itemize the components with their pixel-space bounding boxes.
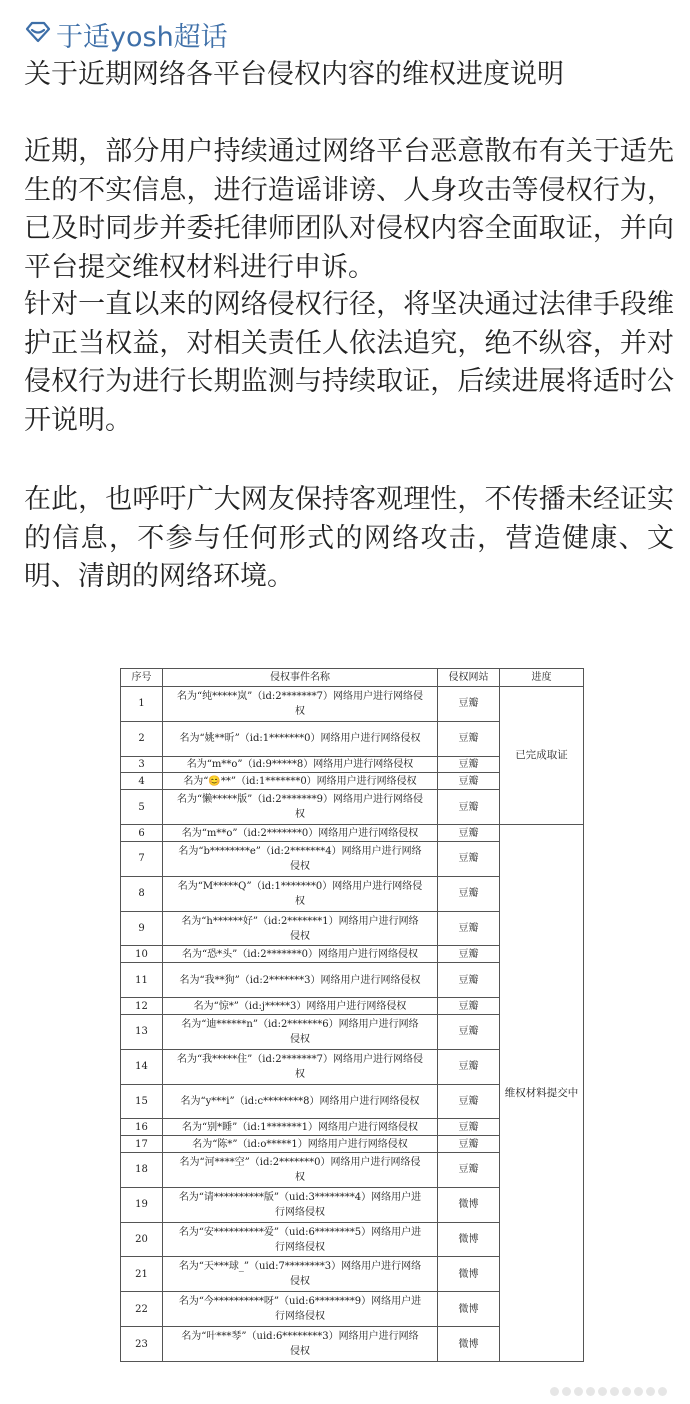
row-site: 豆瓣 — [438, 790, 500, 825]
row-site: 豆瓣 — [438, 1049, 500, 1084]
row-site: 豆瓣 — [438, 1153, 500, 1188]
row-event: 名为“y***i”（id:c********8）网络用户进行网络侵权 — [163, 1084, 438, 1119]
row-no: 1 — [121, 687, 163, 722]
row-site: 豆瓣 — [438, 773, 500, 790]
row-no: 5 — [121, 790, 163, 825]
row-event: 名为“h******好”（id:2*******1）网络用户进行网络侵权 — [163, 911, 438, 946]
row-site: 豆瓣 — [438, 911, 500, 946]
post-title: 关于近期网络各平台侵权内容的维权进度说明 — [24, 59, 564, 90]
row-no: 23 — [121, 1327, 163, 1362]
super-topic-link[interactable] — [24, 14, 228, 54]
row-site: 微博 — [438, 1222, 500, 1257]
row-event: 名为“m**o”（id:9*****8）网络用户进行网络侵权 — [163, 756, 438, 773]
row-no: 21 — [121, 1257, 163, 1292]
row-event: 名为“今**********呀”（uid:6********9）网络用户进行网络侵权 — [163, 1292, 438, 1327]
row-event: 名为“惊*”（id:j*****3）网络用户进行网络侵权 — [163, 998, 438, 1015]
row-site: 豆瓣 — [438, 1014, 500, 1049]
row-site: 微博 — [438, 1257, 500, 1292]
row-site: 豆瓣 — [438, 842, 500, 877]
row-site: 微博 — [438, 1187, 500, 1222]
post-paragraph-3: 在此，也呼吁广大网友保持客观理性，不传播未经证实的信息，不参与任何形式的网络攻击，营造健康、文明、清朗的网络环境。 — [24, 484, 674, 592]
table-row — [121, 687, 584, 722]
row-no: 8 — [121, 876, 163, 911]
row-site: 豆瓣 — [438, 756, 500, 773]
row-event: 名为“迪******n”（id:2*******6）网络用户进行网络侵权 — [163, 1014, 438, 1049]
table-row — [121, 825, 584, 842]
row-event: 名为“叶***琴”（uid:6********3）网络用户进行网络侵权 — [163, 1327, 438, 1362]
row-no: 19 — [121, 1187, 163, 1222]
row-event: 名为“别*睡”（id:1*******1）网络用户进行网络侵权 — [163, 1119, 438, 1136]
row-site: 豆瓣 — [438, 946, 500, 963]
status-pending: 维权材料提交中 — [500, 825, 584, 1362]
header-progress: 进度 — [500, 669, 584, 687]
row-no: 6 — [121, 825, 163, 842]
row-no: 12 — [121, 998, 163, 1015]
row-event: 名为“河****空”（id:2*******0）网络用户进行网络侵权 — [163, 1153, 438, 1188]
super-topic-name: 于适yosh超话 — [56, 21, 228, 53]
row-site: 微博 — [438, 1292, 500, 1327]
row-event: 名为“请**********版”（uid:3********4）网络用户进行网络侵权 — [163, 1187, 438, 1222]
row-no: 11 — [121, 963, 163, 998]
post-paragraph-2: 针对一直以来的网络侵权行径，将坚决通过法律手段维护正当权益，对相关责任人依法追究，绝不纵容，并对侵权行为进行长期监测与持续取证，后续进展将适时公开说明。 — [24, 289, 674, 436]
table-header-row — [121, 669, 584, 687]
row-site: 豆瓣 — [438, 687, 500, 722]
row-no: 2 — [121, 721, 163, 756]
super-topic-diamond-icon — [24, 17, 52, 52]
row-site: 豆瓣 — [438, 1119, 500, 1136]
row-site: 豆瓣 — [438, 1136, 500, 1153]
row-site: 豆瓣 — [438, 1084, 500, 1119]
row-event: 名为“😊**”（id:1*******0）网络用户进行网络侵权 — [163, 773, 438, 790]
row-site: 豆瓣 — [438, 998, 500, 1015]
row-event: 名为“恐*头”（id:2*******0）网络用户进行网络侵权 — [163, 946, 438, 963]
status-done: 已完成取证 — [500, 687, 584, 825]
row-site: 豆瓣 — [438, 963, 500, 998]
row-no: 4 — [121, 773, 163, 790]
row-no: 16 — [121, 1119, 163, 1136]
post-paragraph-1: 近期，部分用户持续通过网络平台恶意散布有关于适先生的不实信息，进行造谣诽谤、人身攻击等侵权行为，已及时同步并委托律师团队对侵权内容全面取证，并向平台提交维权材料进行申诉。 — [24, 136, 674, 283]
row-event: 名为“天***球_”（uid:7********3）网络用户进行网络侵权 — [163, 1257, 438, 1292]
row-no: 10 — [121, 946, 163, 963]
row-event: 名为“b********e”（id:2*******4）网络用户进行网络侵权 — [163, 842, 438, 877]
row-no: 15 — [121, 1084, 163, 1119]
row-no: 20 — [121, 1222, 163, 1257]
row-event: 名为“我**狗”（id:2*******3）网络用户进行网络侵权 — [163, 963, 438, 998]
row-site: 豆瓣 — [438, 825, 500, 842]
infringement-table — [120, 668, 584, 1362]
row-no: 22 — [121, 1292, 163, 1327]
row-site: 豆瓣 — [438, 876, 500, 911]
header-no: 序号 — [121, 669, 163, 687]
row-event: 名为“M*****Q”（id:1*******0）网络用户进行网络侵权 — [163, 876, 438, 911]
row-event: 名为“纯*****岚”（id:2*******7）网络用户进行网络侵权 — [163, 687, 438, 722]
row-event: 名为“m**o”（id:2*******0）网络用户进行网络侵权 — [163, 825, 438, 842]
row-event: 名为“懒*****版”（id:2*******9）网络用户进行网络侵权 — [163, 790, 438, 825]
watermark — [550, 1384, 680, 1398]
post-image-infringement-table[interactable] — [120, 668, 583, 1362]
row-event: 名为“姚**昕”（id:1*******0）网络用户进行网络侵权 — [163, 721, 438, 756]
row-no: 9 — [121, 911, 163, 946]
row-event: 名为“陈*”（id:o*****1）网络用户进行网络侵权 — [163, 1136, 438, 1153]
row-no: 17 — [121, 1136, 163, 1153]
row-no: 7 — [121, 842, 163, 877]
row-no: 18 — [121, 1153, 163, 1188]
row-site: 豆瓣 — [438, 721, 500, 756]
row-no: 13 — [121, 1014, 163, 1049]
row-event: 名为“我*****住”（id:2*******7）网络用户进行网络侵权 — [163, 1049, 438, 1084]
row-site: 微博 — [438, 1327, 500, 1362]
row-event: 名为“安**********爱”（uid:6********5）网络用户进行网络侵权 — [163, 1222, 438, 1257]
header-event: 侵权事件名称 — [163, 669, 438, 687]
row-no: 14 — [121, 1049, 163, 1084]
header-site: 侵权网站 — [438, 669, 500, 687]
row-no: 3 — [121, 756, 163, 773]
